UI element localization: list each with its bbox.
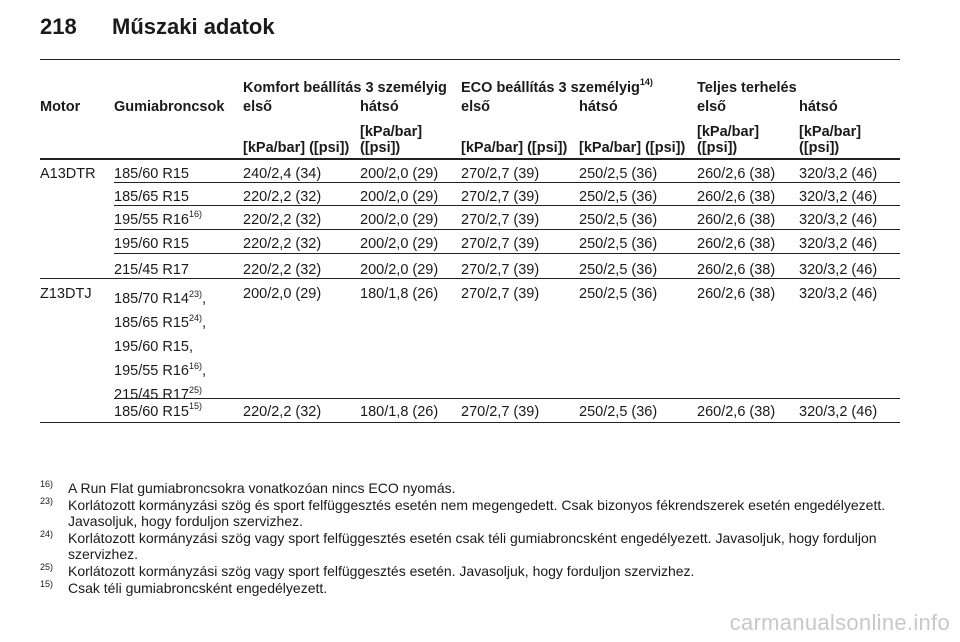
- eco-rear-value: 250/2,5 (36): [579, 212, 658, 228]
- eco-rear-value: 250/2,5 (36): [579, 166, 658, 182]
- header-rule: [40, 59, 900, 60]
- komfort-rear-value: 200/2,0 (29): [360, 166, 439, 182]
- list-item: 195/55 R16$^{16)}$,: [114, 361, 207, 379]
- z13dtj-tire-list: [114, 286, 206, 406]
- komfort-rear-unit: [kPa/bar] ([psi]): [360, 124, 423, 156]
- full-rear-value: 320/3,2 (46): [799, 166, 878, 182]
- full-rear-value: 320/3,2 (46): [799, 212, 878, 228]
- eco-front-value: 270/2,7 (39): [461, 212, 540, 228]
- eco-rear-value: 250/2,5 (36): [579, 286, 658, 302]
- full-front-value: 260/2,6 (38): [697, 189, 776, 205]
- komfort-front-value: 220/2,2 (32): [243, 404, 322, 420]
- list-item: 185/70 R14$^{23)}$,: [114, 289, 207, 307]
- tire-size: 185/60 R15: [114, 166, 189, 182]
- full-front-value: 260/2,6 (38): [697, 166, 776, 182]
- komfort-front-header: első: [243, 99, 273, 115]
- eco-front-value: 270/2,7 (39): [461, 166, 540, 182]
- footnote: 16) A Run Flat gumiabroncsokra vonatkozóan nincs ECO nyomás.: [40, 479, 456, 496]
- eco-front-value: 270/2,7 (39): [461, 286, 540, 302]
- list-item: 195/60 R15,: [114, 338, 194, 355]
- eco-front-value: 270/2,7 (39): [461, 404, 540, 420]
- eco-footnote-ref: 14): [639, 77, 653, 88]
- list-item: 215/45 R17$^{25)}$: [114, 385, 202, 403]
- footnote: 24) Korlátozott kormányzási szög vagy sport felfüggesztés esetén csak téli gumiabroncsként engedélyezett. Javasoljuk, hogy forduljon szervizhez.: [40, 529, 877, 562]
- group-divider: [40, 278, 900, 279]
- komfort-front-value: 220/2,2 (32): [243, 212, 322, 228]
- komfort-front-value: 200/2,0 (29): [243, 286, 322, 302]
- page-number: 218: [40, 14, 77, 39]
- eco-rear-unit: [kPa/bar] ([psi]): [579, 140, 686, 156]
- tire-size: 195/55 R16$^{16)}$: [114, 209, 202, 228]
- komfort-rear-value: 180/1,8 (26): [360, 404, 439, 420]
- section-title: Műszaki adatok: [112, 14, 275, 39]
- eco-front-unit: [kPa/bar] ([psi]): [461, 140, 568, 156]
- full-front-value: 260/2,6 (38): [697, 212, 776, 228]
- motor-column-header: Motor: [40, 99, 81, 115]
- motor-z13dtj: Z13DTJ: [40, 286, 92, 302]
- full-front-unit: [kPa/bar] ([psi]): [697, 124, 760, 156]
- eco-rear-value: 250/2,5 (36): [579, 236, 658, 252]
- row-divider: [114, 205, 900, 206]
- full-front-value: 260/2,6 (38): [697, 236, 776, 252]
- full-load-group-header: Teljes terhelés: [697, 80, 797, 96]
- komfort-rear-value: 200/2,0 (29): [360, 262, 439, 278]
- watermark: carmanualsonline.info: [729, 610, 950, 635]
- full-rear-unit: [kPa/bar] ([psi]): [799, 124, 862, 156]
- full-rear-value: 320/3,2 (46): [799, 404, 878, 420]
- header-bottom-rule: [40, 158, 900, 160]
- full-rear-value: 320/3,2 (46): [799, 262, 878, 278]
- komfort-group-header: Komfort beállítás 3 személyig: [243, 80, 447, 96]
- komfort-rear-value: 180/1,8 (26): [360, 286, 439, 302]
- full-rear-header: hátsó: [799, 99, 838, 115]
- page-header: [40, 14, 275, 40]
- komfort-rear-value: 200/2,0 (29): [360, 189, 439, 205]
- footnotes: [40, 480, 900, 597]
- full-rear-value: 320/3,2 (46): [799, 189, 878, 205]
- row-divider: [114, 253, 900, 254]
- eco-front-value: 270/2,7 (39): [461, 262, 540, 278]
- eco-front-value: 270/2,7 (39): [461, 189, 540, 205]
- komfort-front-value: 220/2,2 (32): [243, 189, 322, 205]
- footnote: 25) Korlátozott kormányzási szög vagy sport felfüggesztés esetén. Javasoljuk, hogy forduljon szervizhez.: [40, 562, 695, 579]
- row-divider: [114, 229, 900, 230]
- komfort-front-value: 220/2,2 (32): [243, 236, 322, 252]
- footnote: 23) Korlátozott kormányzási szög és sport felfüggesztés esetén nem megengedett. Csak bizonyos fékrendszerek esetén engedélyezett. Javasoljuk, hogy forduljon szervizhez.: [40, 496, 886, 529]
- full-front-header: első: [697, 99, 727, 115]
- eco-rear-value: 250/2,5 (36): [579, 189, 658, 205]
- komfort-rear-value: 200/2,0 (29): [360, 236, 439, 252]
- full-front-value: 260/2,6 (38): [697, 262, 776, 278]
- list-item: 185/65 R15$^{24)}$,: [114, 313, 207, 331]
- full-rear-value: 320/3,2 (46): [799, 236, 878, 252]
- komfort-rear-header: hátsó: [360, 99, 399, 115]
- tire-column-header: Gumiabroncsok: [114, 99, 225, 115]
- tire-size: 215/45 R17: [114, 262, 189, 278]
- row-divider: [114, 398, 900, 399]
- eco-rear-value: 250/2,5 (36): [579, 404, 658, 420]
- komfort-rear-value: 200/2,0 (29): [360, 212, 439, 228]
- tire-size: 185/65 R15: [114, 189, 189, 205]
- eco-rear-value: 250/2,5 (36): [579, 262, 658, 278]
- eco-front-value: 270/2,7 (39): [461, 236, 540, 252]
- table-bottom-rule: [40, 422, 900, 423]
- tire-size: 185/60 R15$^{15)}$: [114, 401, 202, 420]
- full-front-value: 260/2,6 (38): [697, 286, 776, 302]
- footnote: 15) Csak téli gumiabroncsként engedélyezett.: [40, 579, 328, 596]
- komfort-front-unit: [kPa/bar] ([psi]): [243, 140, 350, 156]
- eco-front-header: első: [461, 99, 491, 115]
- tire-size: 195/60 R15: [114, 236, 189, 252]
- komfort-front-value: 240/2,4 (34): [243, 166, 322, 182]
- row-divider: [114, 182, 900, 183]
- eco-group-header: ECO beállítás 3 személyig$^{14)}$: [461, 77, 653, 96]
- full-rear-value: 320/3,2 (46): [799, 286, 878, 302]
- full-front-value: 260/2,6 (38): [697, 404, 776, 420]
- motor-a13dtr: A13DTR: [40, 166, 96, 182]
- komfort-front-value: 220/2,2 (32): [243, 262, 322, 278]
- eco-rear-header: hátsó: [579, 99, 618, 115]
